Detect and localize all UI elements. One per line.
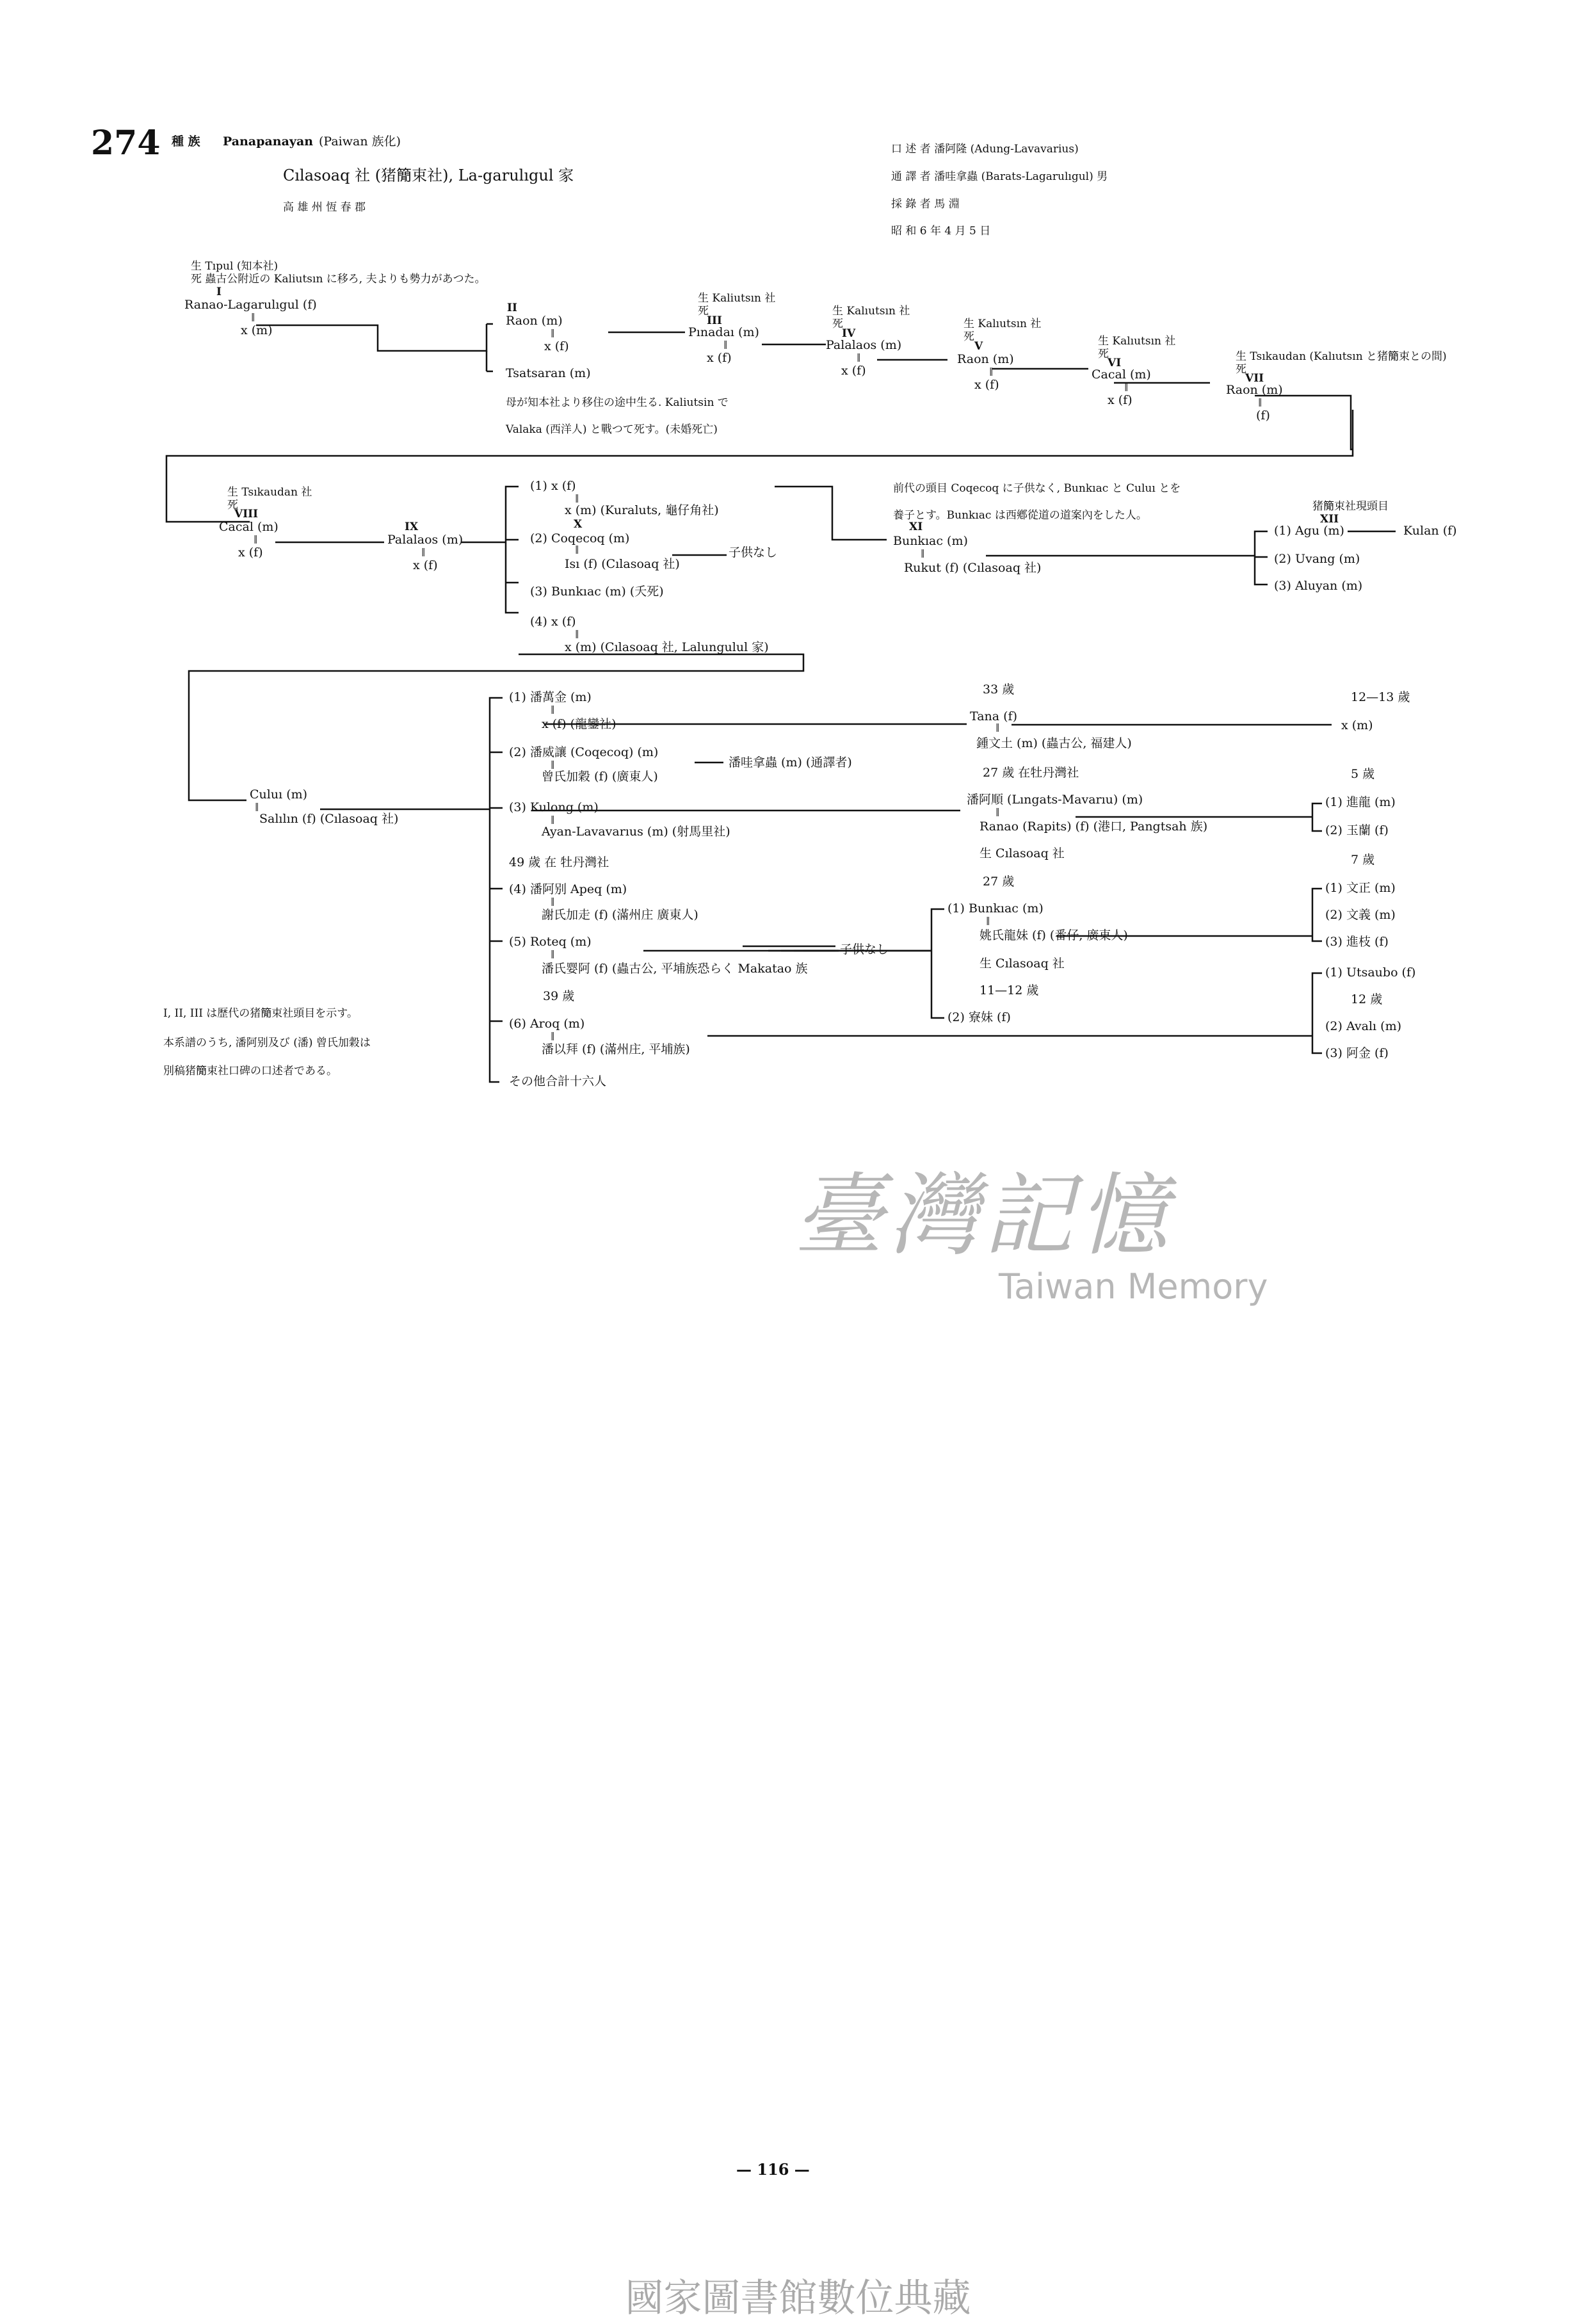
apeq-children-age: 7 歲	[1351, 853, 1375, 867]
culu-child4-eq: ‖	[551, 897, 555, 907]
gen7-brace: 生 Tsıkaudan (Kalıutsın と猪𥳑束との間)	[1236, 350, 1447, 363]
apeq-child3: (3) 進枝 (f)	[1325, 935, 1389, 949]
culu-child4: (4) 潘阿别 Apeq (m)	[509, 882, 627, 896]
culu-child5-note: 子供なし	[840, 942, 889, 956]
gen12-child3: (3) Aluyan (m)	[1274, 579, 1363, 593]
tana-age: 33 歲	[983, 682, 1015, 697]
gen12-child1-spouse: Kulan (f)	[1403, 524, 1457, 538]
gen5-eq: ‖	[989, 367, 994, 376]
gen9-spouse: x (f)	[413, 558, 438, 572]
gen5-brace: 生 Kalıutsın 社	[963, 318, 1042, 330]
entry-number: 274	[91, 124, 161, 163]
gen5-brace2: 死	[963, 330, 974, 343]
note-line1: I, II, III は歷代の猪𥳑束社頭目を示す。	[163, 1007, 358, 1020]
aroq-child2: (2) Avalı (m)	[1325, 1019, 1402, 1033]
gen9-child4: (4) x (f)	[530, 615, 576, 629]
gen1-eq: ‖	[251, 312, 255, 322]
bk-spouse: 姚氏龍妹 (f) (番仔, 廣東人)	[979, 928, 1128, 942]
culu-child2-spouse: 曾氏加穀 (f) (廣東人)	[542, 770, 658, 784]
tribe-subname: (Paiwan 族化)	[319, 134, 401, 149]
culu-child5-age: 39 歲	[543, 989, 575, 1003]
tribe-label: 種 族	[172, 134, 200, 149]
hoa-age: 27 歲 在牡丹灣社	[983, 766, 1079, 780]
gen2-numeral: II	[507, 302, 517, 314]
gen9-child2-spouse: Isı (f) (Cılasoaq 社)	[565, 557, 680, 571]
gen12-child2: (2) Uvang (m)	[1274, 552, 1360, 566]
gen3-brace: 生 Kaliutsın 社	[698, 292, 776, 305]
gen11-name: Bunkıac (m)	[893, 534, 968, 548]
gen4-numeral: IV	[842, 327, 856, 340]
apeq-child1: (1) 文正 (m)	[1325, 881, 1396, 895]
hoa-child2: (2) 玉蘭 (f)	[1325, 823, 1389, 837]
gen5-numeral: V	[974, 340, 983, 353]
culu-children-total: その他合計十六人	[509, 1074, 607, 1088]
gen9-child2: (2) Coqecoq (m)	[530, 531, 630, 545]
gen7-spouse: (f)	[1256, 408, 1270, 423]
gen9-child1: (1) x (f)	[530, 479, 576, 493]
gen11-note1: 前代の頭目 Coqecoq に子供なく, Bunkıac と Culuı とを	[893, 482, 1181, 495]
gen8-spouse: x (f)	[238, 545, 263, 560]
culu-child1-spouse: x (f) (龍鑾社)	[542, 717, 617, 731]
gen2-name: Raon (m)	[506, 314, 563, 328]
gen12-child1: (1) Agu (m)	[1274, 524, 1344, 538]
district: 高 雄 州 恆 春 郡	[283, 201, 366, 214]
page-number: — 116 —	[736, 2160, 810, 2179]
culu-child4-spouse: 謝氏加走 (f) (滿州庄 廣東人)	[542, 908, 698, 922]
culu-child1: (1) 潘萬金 (m)	[509, 690, 592, 704]
gen1-brace-top: 生 Tıpul (知本社)	[191, 260, 278, 273]
translator: 通 譯 者 潘哇拿蟲 (Barats-Lagarulıgul) 男	[891, 170, 1108, 183]
tana-child-age: 12—13 歲	[1351, 690, 1410, 704]
hoa-eq: ‖	[995, 807, 1000, 817]
bk-name: (1) Bunkıac (m)	[947, 901, 1044, 916]
tana-spouse: 鍾文土 (m) (蟲古公, 福建人)	[976, 736, 1132, 750]
culu-child3: (3) Kulong (m)	[509, 800, 599, 814]
tana-eq: ‖	[995, 723, 1000, 732]
gen11-numeral: XI	[909, 520, 923, 533]
g4-name: (2) 寮妹 (f)	[947, 1010, 1011, 1024]
gen7-eq: ‖	[1258, 398, 1262, 407]
culu-child6-spouse: 潘以拜 (f) (滿州庄, 平埔族)	[542, 1042, 690, 1056]
gen6-brace2: 死	[1098, 348, 1109, 360]
gen9-child4-eq: ‖	[575, 629, 579, 639]
culu-spouse: Salılın (f) (Cılasoaq 社)	[259, 812, 399, 826]
gen8-name: Cacal (m)	[219, 520, 278, 534]
gen1-brace-bottom: 死 蟲古公附近の Kaliutsın に移ろ, 夫よりも勢力があつた。	[191, 273, 486, 286]
gen8-eq: ‖	[254, 535, 258, 544]
gen7-brace2: 死	[1236, 363, 1246, 376]
footer-label: 國家圖書館數位典藏	[625, 2276, 971, 2321]
culu-eq: ‖	[255, 802, 259, 812]
gen5-spouse: x (f)	[974, 378, 999, 392]
culu-child3-age: 49 歲 在 牡丹灣社	[509, 855, 609, 869]
hoa-children-age: 5 歲	[1351, 767, 1375, 781]
culu-child6-eq: ‖	[551, 1031, 555, 1041]
village-line: Cılasoaq 社 (猪𥳑束社), La-garulıgul 家	[283, 166, 574, 184]
tana-name: Tana (f)	[970, 709, 1017, 723]
gen10-numeral: X	[574, 518, 583, 531]
gen9-name: Palalaos (m)	[387, 533, 463, 547]
hoa-name: 潘阿順 (Lıngats-Mavarıu) (m)	[967, 793, 1143, 807]
hoa-child1: (1) 進龍 (m)	[1325, 795, 1396, 809]
culu-child6: (6) Aroq (m)	[509, 1017, 585, 1031]
gen11-eq: ‖	[921, 549, 925, 558]
gen9-child3: (3) Bunkıac (m) (夭死)	[530, 585, 664, 599]
gen4-spouse: x (f)	[841, 364, 866, 378]
aroq-children-age: 12 歲	[1351, 992, 1383, 1006]
culu-child3-spouse: Ayan-Lavavarıus (m) (射馬里社)	[542, 825, 730, 839]
gen8-brace2: 死	[227, 499, 238, 512]
gen2-note2: Valaka (西洋人) と戰つて死す。(未婚死亡)	[506, 423, 718, 436]
gen6-name: Cacal (m)	[1092, 367, 1151, 382]
gen11-spouse: Rukut (f) (Cılasoaq 社)	[904, 561, 1042, 575]
gen6-brace: 生 Kalıutsın 社	[1098, 335, 1176, 348]
gen9-child2-eq: ‖	[575, 545, 579, 554]
gen12-numeral: XII	[1320, 513, 1339, 526]
gen3-name: Pınadaı (m)	[688, 325, 759, 339]
gen4-eq: ‖	[857, 353, 861, 362]
g4-age: 11—12 歲	[979, 983, 1039, 997]
gen2-eq: ‖	[551, 328, 555, 338]
gen9-eq: ‖	[421, 547, 426, 557]
gen3-brace2: 死	[698, 305, 709, 318]
bk-eq: ‖	[986, 916, 990, 926]
note-line2: 本系譜のうち, 潘阿别及び (潘) 曾氏加穀は	[163, 1037, 371, 1049]
informant: 口 述 者 潘阿隆 (Adung-Lavavarius)	[891, 143, 1079, 156]
hoa-spouse: Ranao (Rapits) (f) (港口, Pangtsah 族)	[979, 819, 1208, 834]
culu-name: Culuı (m)	[250, 787, 308, 802]
gen4-brace2: 死	[832, 318, 843, 330]
bk-birth: 生 Cılasoaq 社	[979, 956, 1065, 971]
gen6-eq: ‖	[1124, 382, 1129, 392]
gen2-note1: 母が知本社より移住の途中生る. Kaliutsin で	[506, 396, 729, 409]
bk-age: 27 歲	[983, 875, 1015, 889]
gen1-name: Ranao-Lagarulıgul (f)	[184, 298, 317, 312]
aroq-child1: (1) Utsaubo (f)	[1325, 965, 1416, 980]
gen1-numeral: I	[216, 286, 222, 298]
gen8-brace: 生 Tsıkaudan 社	[227, 486, 312, 499]
apeq-child2: (2) 文義 (m)	[1325, 908, 1396, 922]
gen1-spouse: x (m)	[241, 323, 273, 337]
gen2-sibling: Tsatsaran (m)	[506, 366, 591, 380]
culu-child1-eq: ‖	[551, 705, 555, 714]
gen9-child1-spouse: x (m) (Kuraluts, 龜仔角社)	[565, 503, 719, 517]
gen3-spouse: x (f)	[707, 351, 732, 365]
gen9-child4-spouse: x (m) (Cılasoaq 社, Lalungulul 家)	[565, 640, 769, 654]
gen9-numeral: IX	[405, 520, 419, 533]
gen2-spouse: x (f)	[544, 339, 569, 353]
gen7-numeral: VII	[1245, 372, 1264, 385]
gen11-note2: 養子とす。Bunkıac は西鄕從道の道案內をした人。	[893, 509, 1147, 522]
watermark-en: Taiwan Memory	[999, 1266, 1268, 1307]
culu-child5-eq: ‖	[551, 949, 555, 959]
culu-child5-spouse: 潘氏婴阿 (f) (蟲古公, 平埔族恐らく Makatao 族	[542, 962, 808, 976]
watermark-cn: 臺灣記憶	[794, 1164, 1173, 1268]
tana-child: x (m)	[1341, 718, 1373, 732]
gen5-name: Raon (m)	[957, 352, 1014, 366]
recorder: 採 錄 者 馬 淵	[891, 198, 960, 211]
gen4-name: Palalaos (m)	[826, 338, 902, 352]
gen9-child1-eq: ‖	[575, 494, 579, 503]
note-line3: 別稿猪𥳑束社口碑の口述者である。	[163, 1065, 337, 1077]
culu-child2: (2) 潘威讓 (Coqecoq) (m)	[509, 745, 659, 759]
gen7-name: Raon (m)	[1226, 383, 1283, 397]
record-date: 昭 和 6 年 4 月 5 日	[891, 225, 991, 238]
gen12-title: 猪𥳑束社現頭目	[1312, 500, 1389, 513]
gen6-numeral: VI	[1108, 357, 1122, 369]
culu-child3-eq: ‖	[551, 815, 555, 825]
gen3-numeral: III	[707, 314, 722, 327]
gen4-brace: 生 Kalıutsın 社	[832, 305, 910, 318]
gen3-eq: ‖	[723, 340, 728, 350]
culu-child5: (5) Roteq (m)	[509, 935, 592, 949]
gen6-spouse: x (f)	[1108, 393, 1133, 407]
watermark	[794, 1165, 1280, 1319]
gen9-child2-note: 子供なし	[729, 545, 778, 560]
hoa-birth: 生 Cılasoaq 社	[979, 846, 1065, 860]
culu-child2-eq: ‖	[551, 760, 555, 770]
tribe-name: Panapanayan	[223, 134, 314, 149]
gen8-numeral: VIII	[234, 508, 259, 520]
culu-child2-child: 潘哇拿蟲 (m) (通譯者)	[729, 755, 852, 770]
aroq-child3: (3) 阿金 (f)	[1325, 1046, 1389, 1060]
